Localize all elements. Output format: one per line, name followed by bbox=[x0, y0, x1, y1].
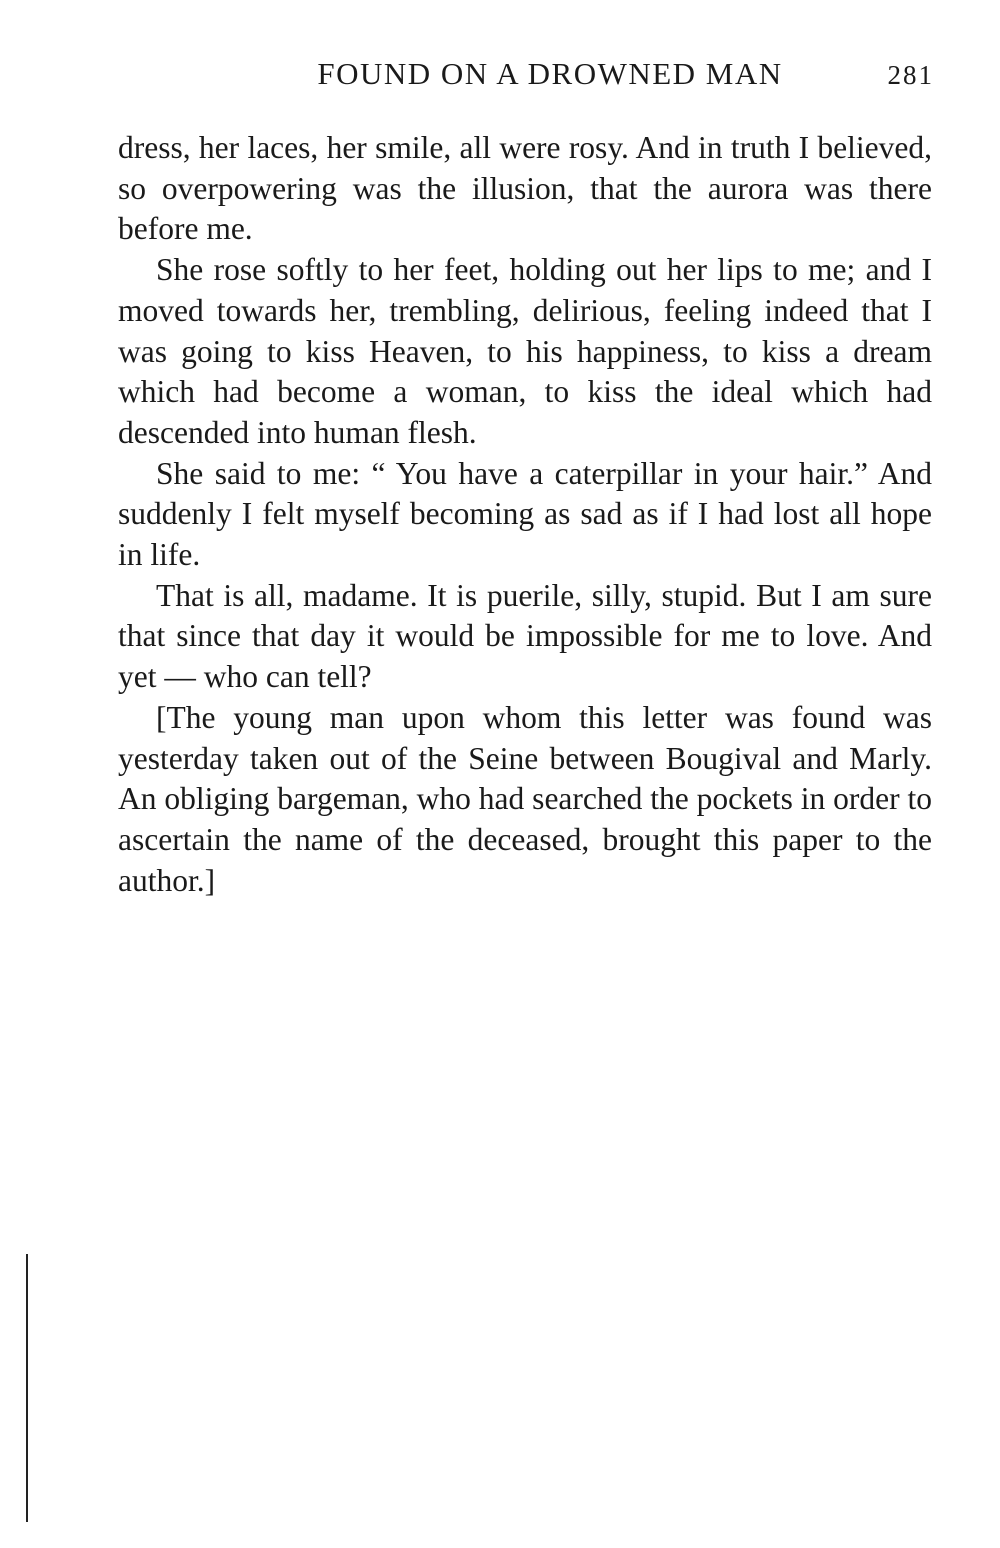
page-number: 281 bbox=[887, 60, 934, 90]
paragraph-1: dress, her laces, her smile, all were rosy. And in truth I believed, so overpowering was the illusion, that the aurora was there before me. bbox=[118, 130, 932, 247]
running-head bbox=[118, 56, 934, 100]
paragraph-5: [The young man upon whom this letter was found was yesterday taken out of the Seine between Bougival and Marly. An obliging bargeman, who had searched the pockets in order to ascertain the name of the deceased, brought this paper to the author.] bbox=[118, 699, 932, 898]
paragraph-4: That is all, madame. It is puerile, silly, stupid. But I am sure that since that day it would be impossible for me to love. And yet — who can tell? bbox=[118, 577, 932, 695]
running-title: FOUND ON A DROWNED MAN bbox=[317, 56, 783, 91]
scan-margin-rule bbox=[26, 1254, 28, 1522]
paragraph-3: She said to me: “ You have a caterpillar in your hair.” And suddenly I felt myself becoming as sad as if I had lost all hope in life. bbox=[118, 455, 932, 573]
body-text bbox=[118, 128, 932, 901]
paragraph-2: She rose softly to her feet, holding out her lips to me; and I moved towards her, trembling, delirious, feeling indeed that I was going to kiss Heaven, to his happiness, to kiss a dream which had become a woman, to kiss the ideal which had descended into human flesh. bbox=[118, 252, 932, 450]
